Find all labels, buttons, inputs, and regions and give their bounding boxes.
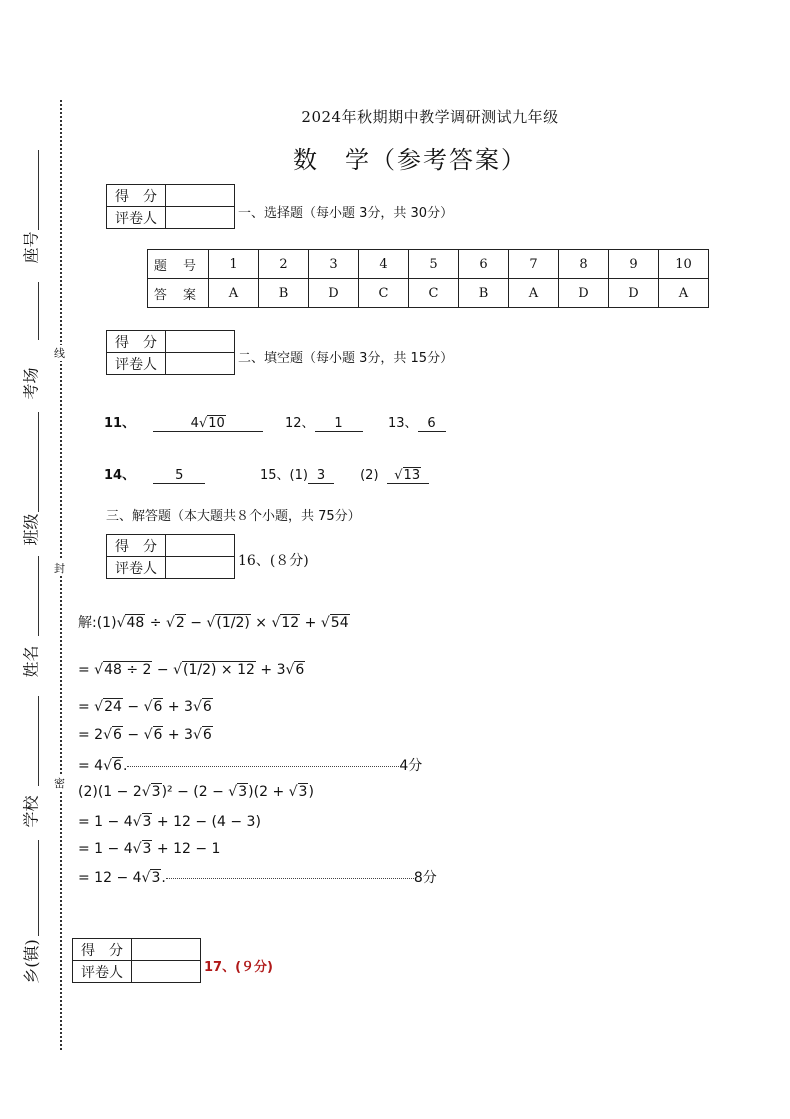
town-line <box>38 840 39 936</box>
answer-cell: A <box>659 279 709 308</box>
a15-2-radicand: 13 <box>403 468 421 483</box>
answer-cell: D <box>559 279 609 308</box>
question-number: 5 <box>409 250 459 279</box>
answer-cell: A <box>209 279 259 308</box>
q16-line-7: = 1 − 4√3 + 12 − (4 − 3) <box>78 814 261 830</box>
q16-line-1: 解:(1)√48 ÷ √2 − √(1/2) × √12 + √54 <box>78 615 349 631</box>
q16-line-8: = 1 − 4√3 + 12 − 1 <box>78 841 221 857</box>
score-cell[interactable] <box>166 185 235 207</box>
score-label: 得 分 <box>107 331 166 353</box>
answer-11 <box>104 412 263 432</box>
q14-label: 14、 <box>104 468 136 483</box>
q17-label: 17、(９分) <box>204 960 273 975</box>
answer-table-answers-row <box>148 279 709 308</box>
a12-blank: 1 <box>315 416 363 432</box>
score-cell[interactable] <box>166 535 235 557</box>
score-8-points: 8分 <box>413 870 437 886</box>
a11-coef: 4 <box>190 416 199 431</box>
score-box-2 <box>106 330 235 375</box>
school-label: 学校 <box>21 795 41 828</box>
score-box-3 <box>106 534 235 579</box>
section3-title: 三、解答题（本大题共８个小题，共 75分） <box>106 509 361 524</box>
q16-line-4: = 2√6 − √6 + 3√6 <box>78 727 212 743</box>
section1-title: 一、选择题（每小题 3分，共 30分） <box>238 206 454 221</box>
q16-line-2: = √48 ÷ 2 − √(1/2) × 12 + 3√6 <box>78 662 305 678</box>
q12-label: 12、 <box>285 416 315 431</box>
answer-cell: C <box>359 279 409 308</box>
room-line-top <box>38 282 39 340</box>
school-line <box>38 696 39 786</box>
answer-cell: C <box>409 279 459 308</box>
a13-blank: 6 <box>418 416 446 432</box>
answer-table-numbers-row <box>148 250 709 279</box>
score-cell[interactable] <box>166 331 235 353</box>
room-label: 考场 <box>21 367 41 400</box>
q15-label: 15、(1) <box>260 468 308 483</box>
a14-blank: 5 <box>153 468 205 484</box>
grader-label: 评卷人 <box>107 557 166 579</box>
answer-table <box>147 249 709 308</box>
name-label: 姓名 <box>21 645 41 678</box>
name-line <box>38 556 39 636</box>
class-line <box>38 412 39 512</box>
q16-line-9: = 12 − 4√3. 8分 <box>78 870 437 886</box>
question-number: 3 <box>309 250 359 279</box>
q16-line-5: = 4√6. 4分 <box>78 758 423 774</box>
q16-part1-prefix: 解:(1) <box>78 615 117 631</box>
section2-title: 二、填空题（每小题 3分，共 15分） <box>238 351 454 366</box>
seal-xian: 线 <box>54 347 65 360</box>
seat-label: 座号 <box>21 231 41 264</box>
answer-14 <box>104 464 205 484</box>
answer-cell: B <box>259 279 309 308</box>
score-box-1 <box>106 184 235 229</box>
question-number: 1 <box>209 250 259 279</box>
seal-mi: 密 <box>54 777 65 790</box>
score-box-4 <box>72 938 201 983</box>
answer-cell: D <box>309 279 359 308</box>
q16-line-6: (2)(1 − 2√3)² − (2 − √3)(2 + √3) <box>78 784 314 800</box>
q16-label: 16、(８分) <box>238 553 309 569</box>
grader-cell[interactable] <box>166 207 235 229</box>
q16-part2-prefix: (2) <box>78 784 98 800</box>
answers-header: 答 案 <box>148 279 209 308</box>
question-number: 7 <box>509 250 559 279</box>
answer-cell: A <box>509 279 559 308</box>
answer-15 <box>260 464 429 484</box>
a11-blank: 4√10 <box>153 416 263 432</box>
question-number: 4 <box>359 250 409 279</box>
score-cell[interactable] <box>132 939 201 961</box>
q15-2-label: (2) <box>360 468 379 483</box>
grader-cell[interactable] <box>166 353 235 375</box>
a15-1-blank: 3 <box>308 468 334 484</box>
question-number: 10 <box>659 250 709 279</box>
grader-cell[interactable] <box>132 961 201 983</box>
numbers-header: 题 号 <box>148 250 209 279</box>
question-number: 9 <box>609 250 659 279</box>
question-number: 2 <box>259 250 309 279</box>
answer-cell: B <box>459 279 509 308</box>
score-label: 得 分 <box>107 185 166 207</box>
score-label: 得 分 <box>107 535 166 557</box>
score-label: 得 分 <box>73 939 132 961</box>
q11-label: 11、 <box>104 416 136 431</box>
a15-2-blank: √13 <box>387 468 429 484</box>
subject-title: 数 学（参考答案） <box>293 146 527 174</box>
answer-12 <box>285 412 363 432</box>
grader-cell[interactable] <box>166 557 235 579</box>
grader-label: 评卷人 <box>107 207 166 229</box>
exam-title: 2024年秋期期中教学调研测试九年级 <box>301 108 559 126</box>
question-number: 6 <box>459 250 509 279</box>
seal-feng: 封 <box>54 562 65 575</box>
question-number: 8 <box>559 250 609 279</box>
q13-label: 13、 <box>388 416 418 431</box>
answer-cell: D <box>609 279 659 308</box>
town-label: 乡(镇) <box>21 939 41 984</box>
a11-radicand: 10 <box>208 416 225 431</box>
answer-13 <box>388 412 446 432</box>
grader-label: 评卷人 <box>73 961 132 983</box>
grader-label: 评卷人 <box>107 353 166 375</box>
q16-line-3: = √24 − √6 + 3√6 <box>78 699 212 715</box>
score-4-points: 4分 <box>399 758 423 774</box>
class-label: 班级 <box>21 513 41 546</box>
